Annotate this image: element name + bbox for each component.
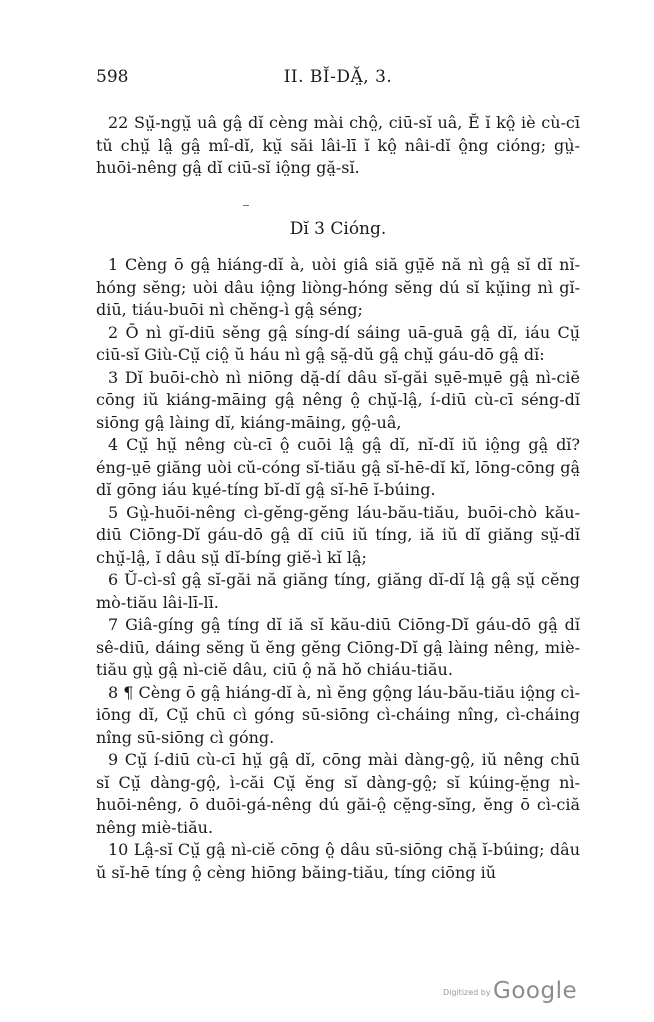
verse-paragraph: 22 Sṳ̆-ngṳ̆ uâ gâ̤ dĭ cèng mài chô̤, ciū-sĭ uâ, Ĕ ĭ kô̤ iè cù-cī tŭ chṳ̆ lâ̤ gâ̤ mî-dĭ, kṳ̆ săi lâi-lī ĭ kô̤ nâi-dĭ ô̤ng cióng; gṳ̀-huōi-nêng gâ̤ dĭ ciū-sĭ iô̤ng gă̤-sĭ. bbox=[96, 113, 580, 177]
section-divider bbox=[243, 205, 249, 206]
running-title: II. BĬ-DĂ̤, 3. bbox=[283, 67, 393, 87]
verse-paragraph: 5 Gṳ̀-huōi-nêng cì-gĕng-gĕng láu-bău-tiău, buōi-chò kău-diū Ciōng-Dĭ gáu-dō gâ̤ dĭ ciū iŭ tíng, iă iŭ dĭ giăng sṳ̆-dĭ chṳ̆-lâ̤, ĭ dâu sṳ̆ dĭ-bíng giĕ-ì kĭ lâ̤; bbox=[96, 502, 580, 567]
verse-paragraph: 6 Ŭ-cì-sî gâ̤ sĭ-găi nă giăng tíng, giăng dĭ-dĭ lâ̤ gâ̤ sṳ̆ cĕng mò-tiău lâi-lī-lī. bbox=[96, 570, 580, 612]
verse-paragraph: 10 Lâ̤-sĭ Cṳ̆ gâ̤ nì-ciĕ cōng ô̤ dâu sū-siōng chă̤ ĭ-búing; dâu ŭ sĭ-hē tíng ô̤ cèng hiōng băing-tiău, tíng ciōng iŭ bbox=[96, 840, 580, 882]
digitized-label: Digitized by bbox=[443, 988, 491, 997]
verse-paragraph: 2 Ō nì gĭ-diū sĕng gâ̤ síng-dí sáing uā-guā gâ̤ dĭ, iáu Cṳ̆ ciū-sĭ Giù-Cṳ̆ ciô̤ ŭ háu nì gâ̤ să̤-dŭ gâ̤ chṳ̆ gáu-dō gâ̤ dĭ: bbox=[96, 322, 580, 364]
verse-paragraph: 9 Cṳ̆ í-diū cù-cī hṳ̆ gâ̤ dĭ, cōng mài dàng-gô̤, iŭ nêng chū sĭ Cṳ̆ dàng-gô̤, ì-căi Cṳ̆ ĕng sĭ dàng-gô̤; sĭ kúing-ĕ̤ng nì-huōi-nêng, ō duōi-gá-nêng dú găi-ô̤ cĕ̤ng-sĭng, ĕng ō cì-ciă nêng miè-tiău. bbox=[96, 750, 580, 837]
google-logo: Google bbox=[493, 978, 578, 1004]
verse-paragraph: 4 Cṳ̆ hṳ̆ nêng cù-cī ô̤ cuōi lâ̤ gâ̤ dĭ, nĭ-dĭ iŭ iô̤ng gâ̤ dĭ? éng-ṳē giăng uòi cŭ-cóng sĭ-tiău gâ̤ sĭ-hē-dĭ kĭ, lōng-cōng gâ̤ dĭ gōng iáu kṳé-tíng bĭ-dĭ gâ̤ sĭ-hē ĭ-búing. bbox=[96, 435, 580, 499]
verse-paragraph: 3 Dĭ buōi-chò nì niōng dă̤-dí dâu sĭ-găi sṳē-mṳē gâ̤ nì-ciĕ cōng iŭ kiáng-māing gâ̤ nêng ô̤ chṳ̆-lâ̤, í-diū cù-cī séng-dĭ siōng gâ̤ làing dĭ, kiáng-māing, gô̤-uâ, bbox=[96, 367, 580, 432]
intro-verses bbox=[96, 112, 580, 180]
verse-paragraph: 1 Cèng ō gâ̤ hiáng-dĭ à, uòi giâ siă gṳ̄ĕ nă nì gâ̤ sĭ dĭ nĭ-hóng sĕng; uòi dâu iô̤ng liòng-hóng sĕng dú sĭ kṳ̆ing nì gĭ-diū, tiáu-buōi nì chĕng-ì gâ̤ séng; bbox=[96, 255, 580, 319]
chapter-body bbox=[96, 254, 580, 884]
verse-paragraph: 7 Giâ-gíng gâ̤ tíng dĭ iă sĭ kău-diū Ciōng-Dĭ gáu-dō gâ̤ dĭ sê-diū, dáing sĕng ŭ ĕng gĕng Ciōng-Dĭ gâ̤ làing nêng, miè-tiău gṳ̀ gâ̤ nì-ciĕ dâu, ciū ô̤ nă hŏ chiáu-tiău. bbox=[96, 615, 580, 679]
verse-paragraph: 8 ¶ Cèng ō gâ̤ hiáng-dĭ à, nì ĕng gô̤ng láu-bău-tiău iô̤ng cì-iōng dĭ, Cṳ̆ chū cì góng sū-siōng cì-cháing nîng, cì-cháing nîng sū-siōng cì góng. bbox=[96, 682, 580, 747]
page-header bbox=[96, 67, 580, 91]
chapter-title: Dĭ 3 Cióng. bbox=[289, 219, 387, 239]
page-number: 598 bbox=[96, 67, 129, 87]
digitization-watermark bbox=[443, 978, 583, 1008]
